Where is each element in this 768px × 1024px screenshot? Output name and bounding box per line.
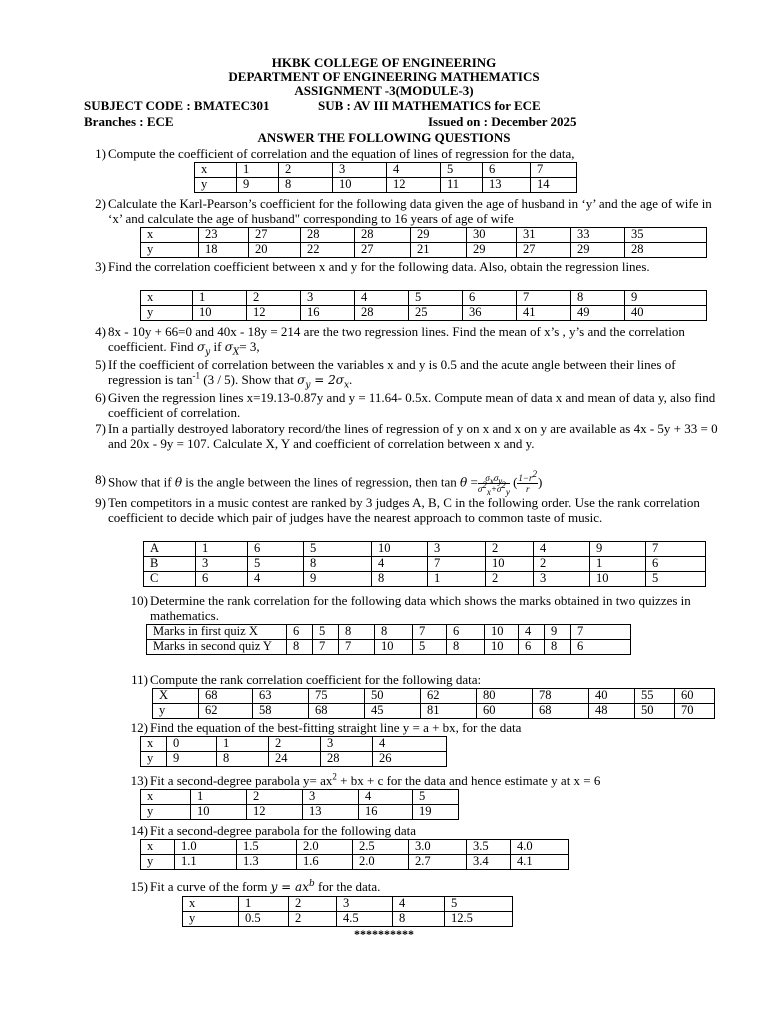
question-11: [131, 672, 710, 688]
data-table-q9: [143, 541, 706, 587]
question-8: 8) Show that if θ is the angle between the lines of regression, then tan θ = $\frac{\sigma_x\sigma_y}{\sigma^2_x+\sigma^2_y}$ ( $\frac{1-r^2}{r}$ ): [108, 473, 720, 494]
table-cell: 1.6: [297, 855, 353, 870]
table-cell: 3.5: [467, 840, 511, 855]
table-cell: 63: [253, 689, 309, 704]
table-cell: 21: [411, 243, 467, 258]
table-cell: 19: [413, 805, 459, 820]
question-text-2: (3 / 5). Show that: [199, 371, 294, 387]
question-text: Compute the rank correlation coefficient for the following data:: [150, 672, 482, 687]
table-cell: 1.3: [237, 855, 297, 870]
department-name: DEPARTMENT OF ENGINEERING MATHEMATICS: [228, 69, 540, 84]
table-cell: 60: [675, 689, 715, 704]
college-name: HKBK COLLEGE OF ENGINEERING: [271, 55, 497, 70]
question-number: 5): [95, 357, 106, 372]
row-label-cell: x: [141, 737, 167, 752]
question-15: [130, 879, 710, 895]
data-table-q2: [140, 227, 707, 258]
table-cell: 11: [441, 178, 483, 193]
table-cell: 6: [463, 291, 517, 306]
r-fraction: $\frac{1-r^2}{r}$: [518, 469, 537, 494]
table-cell: 3: [534, 572, 590, 587]
superscript: 2: [332, 771, 337, 782]
table-cell: 10: [590, 572, 646, 587]
table-cell: 7: [339, 640, 375, 655]
table-cell: 2: [289, 897, 337, 912]
table-cell: 2.5: [353, 840, 409, 855]
table-cell: 16: [359, 805, 413, 820]
table-cell: 80: [477, 689, 533, 704]
table-cell: 4: [393, 897, 445, 912]
question-number: 8): [95, 472, 106, 487]
table-cell: 7: [517, 291, 571, 306]
table-cell: 3.4: [467, 855, 511, 870]
sigma-fraction: $\frac{\sigma_x\sigma_y}{\sigma^2_x+\sigma^2_y}$: [477, 473, 510, 497]
instruction: ANSWER THE FOLLOWING QUESTIONS: [257, 130, 511, 145]
table-cell: 8: [372, 572, 428, 587]
table-row: [141, 840, 569, 855]
table-cell: 10: [191, 805, 247, 820]
question-text: Given the regression lines x=19.13-0.87y and y = 11.64- 0.5x. Compute mean of data x and mean of data y, also find coefficient of correlation.: [108, 390, 716, 420]
question-text-2: + bx + c for the data and hence estimate y at x = 6: [336, 773, 601, 788]
table-cell: 1: [239, 897, 289, 912]
question-number: 6): [95, 390, 106, 405]
table-cell: 7: [571, 625, 631, 640]
question-3: [95, 259, 720, 275]
sigma-y-symbol: $\sigma_y$: [196, 339, 211, 357]
table-cell: 3: [428, 542, 486, 557]
question-number: 2): [95, 196, 106, 211]
table-cell: 1: [196, 542, 248, 557]
table-cell: 6: [571, 640, 631, 655]
table-cell: 2: [534, 557, 590, 572]
table-row: [144, 557, 706, 572]
table-row: [141, 306, 707, 321]
table-cell: 49: [571, 306, 625, 321]
assignment-title: ASSIGNMENT -3(MODULE-3): [294, 83, 474, 98]
question-text: Find the correlation coefficient between x and y for the following data. Also, obtain the regression lines.: [108, 259, 650, 274]
row-label-cell: y: [183, 912, 239, 927]
table-cell: 8: [545, 640, 571, 655]
table-cell: 20: [249, 243, 301, 258]
table-cell: 5: [413, 790, 459, 805]
table-cell: 8: [571, 291, 625, 306]
table-cell: 4: [355, 291, 409, 306]
table-cell: 12: [247, 306, 301, 321]
table-cell: 5: [409, 291, 463, 306]
table-cell: 9: [545, 625, 571, 640]
table-cell: 10: [485, 625, 519, 640]
data-table-q13: [140, 789, 459, 820]
question-2: [95, 196, 720, 226]
question-text: Compute the coefficient of correlation and the equation of lines of regression for the data,: [108, 146, 575, 161]
table-cell: 2: [247, 790, 303, 805]
row-label-cell: C: [144, 572, 196, 587]
data-table-q3: [140, 290, 707, 321]
table-row: [141, 737, 447, 752]
table-cell: 13: [303, 805, 359, 820]
table-cell: 2: [486, 572, 534, 587]
question-number: 15): [130, 879, 148, 894]
table-cell: 8: [375, 625, 413, 640]
table-row: [183, 897, 513, 912]
question-text: Find the equation of the best-fitting straight line y = a + bx, for the data: [150, 720, 522, 735]
row-label-cell: y: [153, 704, 199, 719]
question-text-mid: if: [213, 338, 222, 354]
table-cell: 7: [413, 625, 447, 640]
table-cell: 45: [365, 704, 421, 719]
question-12: [130, 720, 710, 736]
question-number: 12): [130, 720, 148, 735]
table-row: [141, 291, 707, 306]
table-cell: 50: [365, 689, 421, 704]
table-cell: 36: [463, 306, 517, 321]
table-cell: 27: [517, 243, 571, 258]
table-cell: 29: [467, 243, 517, 258]
table-row: [195, 163, 577, 178]
table-cell: 27: [355, 243, 411, 258]
table-cell: 10: [485, 640, 519, 655]
question-1: [95, 146, 720, 162]
row-label-cell: y: [141, 243, 199, 258]
question-text: Fit a curve of the form: [150, 879, 268, 894]
sigma-relation-formula: $\sigma_y = 2\sigma_x$: [297, 372, 350, 390]
question-number: 10): [130, 593, 148, 608]
question-4: [95, 324, 720, 357]
table-cell: 8: [304, 557, 372, 572]
row-label-cell: y: [141, 752, 167, 767]
table-cell: 30: [467, 228, 517, 243]
table-cell: 5: [304, 542, 372, 557]
row-label-cell: x: [141, 840, 175, 855]
table-cell: 10: [372, 542, 428, 557]
table-cell: 7: [531, 163, 577, 178]
table-row: [141, 805, 459, 820]
table-cell: 6: [483, 163, 531, 178]
table-cell: 8: [393, 912, 445, 927]
superscript: -1: [192, 370, 200, 381]
table-cell: 5: [445, 897, 513, 912]
sigma-x-symbol: $\sigma_X$: [224, 339, 240, 357]
question-13: [130, 771, 710, 789]
table-cell: 58: [253, 704, 309, 719]
table-cell: 10: [333, 178, 387, 193]
table-cell: 60: [477, 704, 533, 719]
table-cell: 31: [517, 228, 571, 243]
table-cell: 1.1: [175, 855, 237, 870]
table-cell: 75: [309, 689, 365, 704]
table-cell: 5: [248, 557, 304, 572]
row-label-cell: X: [153, 689, 199, 704]
table-row: [141, 855, 569, 870]
table-cell: 8: [339, 625, 375, 640]
question-text: Ten competitors in a music contest are ranked by 3 judges A, B, C in the following order. Use the rank correlation coefficient to decide which pair of judges have the nearest approach to common taste of music.: [108, 495, 700, 525]
table-cell: 1: [217, 737, 269, 752]
branches: Branches : ECE: [84, 114, 174, 129]
table-cell: 9: [590, 542, 646, 557]
table-cell: 1: [191, 790, 247, 805]
table-cell: 4.5: [337, 912, 393, 927]
curve-formula: $y = ax^b$: [270, 879, 315, 894]
table-cell: 1.5: [237, 840, 297, 855]
table-cell: 24: [269, 752, 321, 767]
row-label-cell: x: [141, 790, 191, 805]
table-cell: 27: [249, 228, 301, 243]
table-cell: 7: [313, 640, 339, 655]
table-cell: 4.1: [511, 855, 569, 870]
table-cell: 9: [304, 572, 372, 587]
question-10: [130, 593, 710, 623]
table-cell: 4: [387, 163, 441, 178]
question-text: Fit a second-degree parabola y= ax: [150, 773, 333, 788]
row-label-cell: y: [141, 306, 193, 321]
table-cell: 9: [237, 178, 279, 193]
table-cell: 3: [337, 897, 393, 912]
table-cell: 2: [269, 737, 321, 752]
question-number: 9): [95, 495, 106, 510]
table-cell: 5: [441, 163, 483, 178]
table-cell: 4: [373, 737, 447, 752]
data-table-q14: [140, 839, 569, 870]
table-cell: 13: [483, 178, 531, 193]
question-number: 14): [130, 823, 148, 838]
theta-symbol: θ: [460, 475, 468, 490]
data-table-q1: [194, 162, 577, 193]
table-cell: 62: [421, 689, 477, 704]
table-row: [141, 243, 707, 258]
question-number: 11): [131, 672, 148, 687]
table-cell: 35: [625, 228, 707, 243]
row-label-cell: A: [144, 542, 196, 557]
table-cell: 33: [571, 228, 625, 243]
subject-name: SUB : AV III MATHEMATICS for ECE: [318, 98, 541, 113]
table-row: [183, 912, 513, 927]
question-text-2: for the data.: [317, 879, 381, 894]
question-text-tail: = 3,: [239, 338, 260, 354]
question-14: [130, 823, 710, 839]
row-label-cell: y: [195, 178, 237, 193]
table-cell: 12: [387, 178, 441, 193]
table-cell: 4: [372, 557, 428, 572]
table-cell: 2: [289, 912, 337, 927]
table-cell: 40: [625, 306, 707, 321]
question-5: 5) If the coefficient of correlation between the variables x and y is 0.5 and the acute angle between their lines of regression is $\tan^{-1} (3 / 5)$. Show that $\sigma_y = 2\sigma_x$.: [108, 358, 720, 387]
question-text: 8x - 10y + 66=0 and 40x - 18y = 214 are the two regression lines. Find the mean of x’s , y’s and the correlation coefficient. Find: [108, 324, 685, 354]
table-cell: 2.0: [353, 855, 409, 870]
table-cell: 6: [646, 557, 706, 572]
table-cell: 28: [355, 306, 409, 321]
table-cell: 81: [421, 704, 477, 719]
table-row: [153, 689, 715, 704]
table-cell: 22: [301, 243, 355, 258]
table-cell: 4: [359, 790, 413, 805]
table-cell: 9: [625, 291, 707, 306]
table-cell: 2: [486, 542, 534, 557]
table-cell: 5: [413, 640, 447, 655]
table-cell: 28: [321, 752, 373, 767]
table-row: [153, 704, 715, 719]
table-cell: 68: [533, 704, 589, 719]
table-cell: 8: [279, 178, 333, 193]
question-text: Fit a second-degree parabola for the following data: [150, 823, 417, 838]
data-table-q12: [140, 736, 447, 767]
data-table-q15: [182, 896, 513, 927]
table-cell: 48: [589, 704, 635, 719]
table-cell: 2: [247, 291, 301, 306]
table-cell: 68: [309, 704, 365, 719]
row-label-cell: y: [141, 855, 175, 870]
row-label-cell: x: [195, 163, 237, 178]
question-text: In a partially destroyed laboratory record/the lines of regression of y on x and x on y are available as 4x - 5y + 33 = 0 and 20x - 9y = 107. Calculate X, Y and coefficient of correlation between x and y.: [108, 421, 718, 451]
row-label-cell: y: [141, 805, 191, 820]
table-cell: 29: [571, 243, 625, 258]
table-cell: 1: [237, 163, 279, 178]
table-cell: 8: [287, 640, 313, 655]
table-cell: 1.0: [175, 840, 237, 855]
table-cell: 8: [447, 640, 485, 655]
table-cell: 3.0: [409, 840, 467, 855]
table-cell: 4.0: [511, 840, 569, 855]
table-cell: 41: [517, 306, 571, 321]
table-cell: 28: [301, 228, 355, 243]
table-cell: 1: [428, 572, 486, 587]
table-cell: 6: [519, 640, 545, 655]
table-cell: 50: [635, 704, 675, 719]
table-cell: 23: [199, 228, 249, 243]
table-row: [144, 572, 706, 587]
row-label-cell: x: [141, 228, 199, 243]
question-6: [95, 390, 720, 420]
table-cell: 3: [301, 291, 355, 306]
question-text-mid: is the angle between the lines of regression, then tan: [185, 474, 457, 490]
table-row: [141, 752, 447, 767]
question-text: Calculate the Karl-Pearson’s coefficient for the following data given the age of husband in ‘y’ and the age of wife in ‘x’ and calculate the age of husband" corresponding to 16 years of age of wife: [108, 196, 712, 226]
table-cell: 2.7: [409, 855, 467, 870]
table-cell: 40: [589, 689, 635, 704]
question-number: 13): [130, 773, 148, 788]
table-cell: 78: [533, 689, 589, 704]
end-marker: **********: [354, 927, 414, 941]
question-9: [95, 495, 720, 525]
table-row: [147, 640, 631, 655]
table-cell: 5: [646, 572, 706, 587]
table-cell: 25: [409, 306, 463, 321]
question-text: Determine the rank correlation for the following data which shows the marks obtained in two quizzes in mathematics.: [150, 593, 691, 623]
table-cell: 6: [447, 625, 485, 640]
table-cell: 6: [196, 572, 248, 587]
question-text: If the coefficient of correlation between the variables x and y is 0.5 and the acute angle between their lines of regression is tan: [108, 357, 676, 387]
question-number: 4): [95, 324, 106, 339]
table-cell: 1: [590, 557, 646, 572]
table-cell: 3: [196, 557, 248, 572]
table-row: [147, 625, 631, 640]
table-cell: 12.5: [445, 912, 513, 927]
row-label-cell: B: [144, 557, 196, 572]
table-cell: 0: [167, 737, 217, 752]
theta-symbol: θ: [174, 475, 183, 490]
table-cell: 28: [625, 243, 707, 258]
question-number: 1): [95, 146, 106, 161]
table-cell: 4: [519, 625, 545, 640]
table-row: [141, 228, 707, 243]
question-number: 7): [95, 421, 106, 436]
table-cell: 68: [199, 689, 253, 704]
row-label-cell: x: [141, 291, 193, 306]
table-cell: 28: [355, 228, 411, 243]
table-cell: 62: [199, 704, 253, 719]
row-label-cell: x: [183, 897, 239, 912]
table-cell: 10: [375, 640, 413, 655]
table-row: [144, 542, 706, 557]
question-number: 3): [95, 259, 106, 274]
table-cell: 26: [373, 752, 447, 767]
table-cell: 18: [199, 243, 249, 258]
table-cell: 8: [217, 752, 269, 767]
table-cell: 2.0: [297, 840, 353, 855]
table-cell: 3: [321, 737, 373, 752]
table-cell: 14: [531, 178, 577, 193]
table-cell: 6: [248, 542, 304, 557]
table-row: [141, 790, 459, 805]
table-cell: 10: [486, 557, 534, 572]
table-cell: 3: [303, 790, 359, 805]
table-cell: 12: [247, 805, 303, 820]
table-cell: 16: [301, 306, 355, 321]
table-cell: 2: [279, 163, 333, 178]
table-cell: 7: [428, 557, 486, 572]
table-row: [195, 178, 577, 193]
table-cell: 55: [635, 689, 675, 704]
table-cell: 10: [193, 306, 247, 321]
table-cell: 4: [534, 542, 590, 557]
question-text: Show that if: [108, 474, 172, 490]
table-cell: 9: [167, 752, 217, 767]
table-cell: 70: [675, 704, 715, 719]
table-cell: 5: [313, 625, 339, 640]
table-cell: 7: [646, 542, 706, 557]
data-table-q11: [152, 688, 715, 719]
row-label-cell: Marks in first quiz X: [147, 625, 287, 640]
table-cell: 3: [333, 163, 387, 178]
row-label-cell: Marks in second quiz Y: [147, 640, 287, 655]
table-cell: 29: [411, 228, 467, 243]
question-7: [95, 421, 720, 451]
data-table-q10: [146, 624, 631, 655]
table-cell: 4: [248, 572, 304, 587]
subject-code: SUBJECT CODE : BMATEC301: [84, 98, 270, 113]
issued-date: Issued on : December 2025: [428, 114, 577, 129]
table-cell: 6: [287, 625, 313, 640]
table-cell: 0.5: [239, 912, 289, 927]
table-cell: 1: [193, 291, 247, 306]
